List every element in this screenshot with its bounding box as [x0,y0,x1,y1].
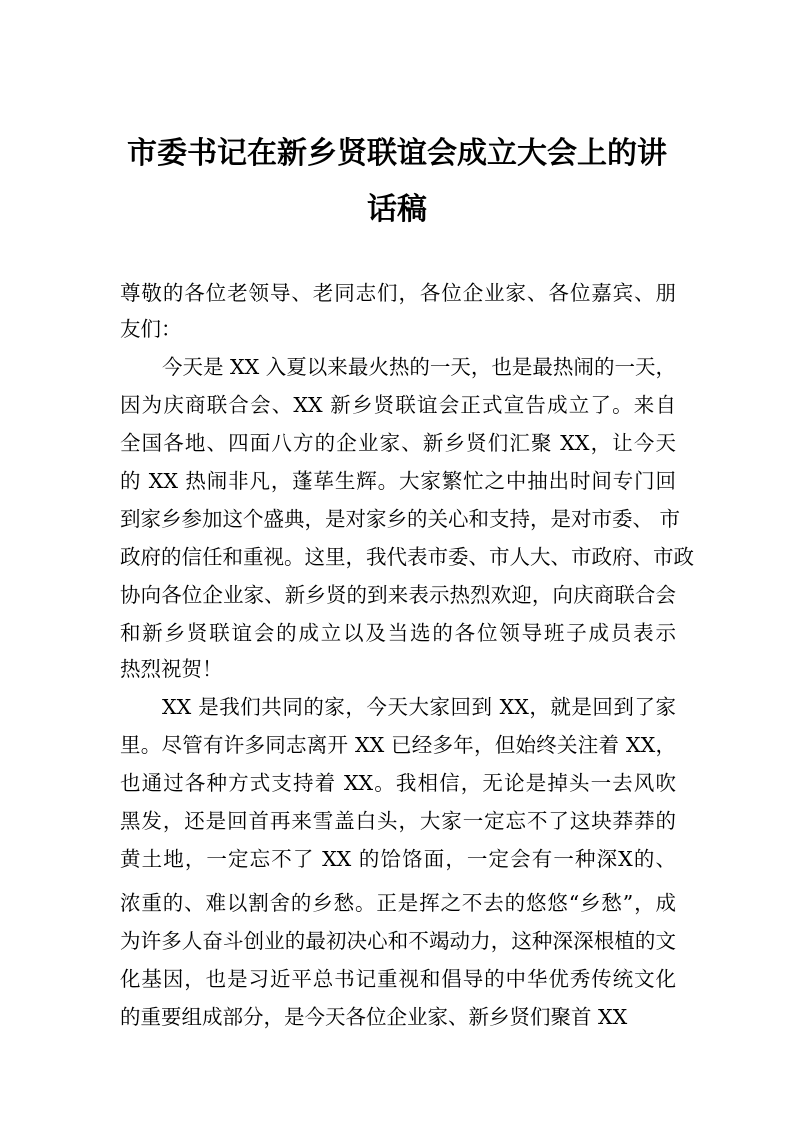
paragraph-line: 因为庆商联合会、XX 新乡贤联谊会正式宣告成立了。来自 [120,393,676,417]
paragraph-line: 今天是 XX 入夏以来最火热的一天，也是最热闹的一天， [162,355,676,379]
paragraph-line: 和新乡贤联谊会的成立以及当选的各位领导班子成员表示 [120,621,676,645]
paragraph-line: 里。尽管有许多同志离开 XX 已经多年，但始终关注着 XX， [120,733,676,757]
paragraph-line: XX 是我们共同的家，今天大家回到 XX，就是回到了家 [162,695,676,719]
paragraph-line: 黄土地，一定忘不了 XX 的饸饹面，一定会有一种深X的、 [120,847,676,871]
paragraph-line: 政府的信任和重视。这里，我代表市委、市人大、市政府、市政 [120,545,694,569]
paragraph-line: 的重要组成部分，是今天各位企业家、新乡贤们聚首 XX [120,1005,628,1029]
paragraph-line: 黑发，还是回首再来雪盖白头，大家一定忘不了这块莽莽的 [120,809,676,833]
paragraph-line: 的 XX 热闹非凡，蓬荜生辉。大家繁忙之中抽出时间专门回 [120,469,676,493]
document-title-line-1: 市委书记在新乡贤联谊会成立大会上的讲 [127,136,667,171]
paragraph-line: 浓重的、难以割舍的乡愁。正是挥之不去的悠悠“乡愁”，成 [120,891,676,915]
paragraph-line: 协向各位企业家、新乡贤的到来表示热烈欢迎，向庆商联合会 [120,583,676,607]
paragraph-line: 友们： [120,317,182,341]
paragraph-line: 到家乡参加这个盛典，是对家乡的关心和支持，是对市委、 市 [120,507,681,531]
paragraph-line: 尊敬的各位老领导、老同志们，各位企业家、各位嘉宾、朋 [120,281,676,305]
document-title-line-2: 话稿 [367,192,427,227]
paragraph-line: 热烈祝贺！ [120,657,223,681]
paragraph-line: 为许多人奋斗创业的最初决心和不竭动力，这种深深根植的文 [120,929,676,953]
paragraph-line: 全国各地、四面八方的企业家、新乡贤们汇聚 XX，让今天 [120,431,676,455]
paragraph-line: 化基因，也是习近平总书记重视和倡导的中华优秀传统文化 [120,967,676,991]
paragraph-line: 也通过各种方式支持着 XX。我相信，无论是掉头一去风吹 [120,771,676,795]
